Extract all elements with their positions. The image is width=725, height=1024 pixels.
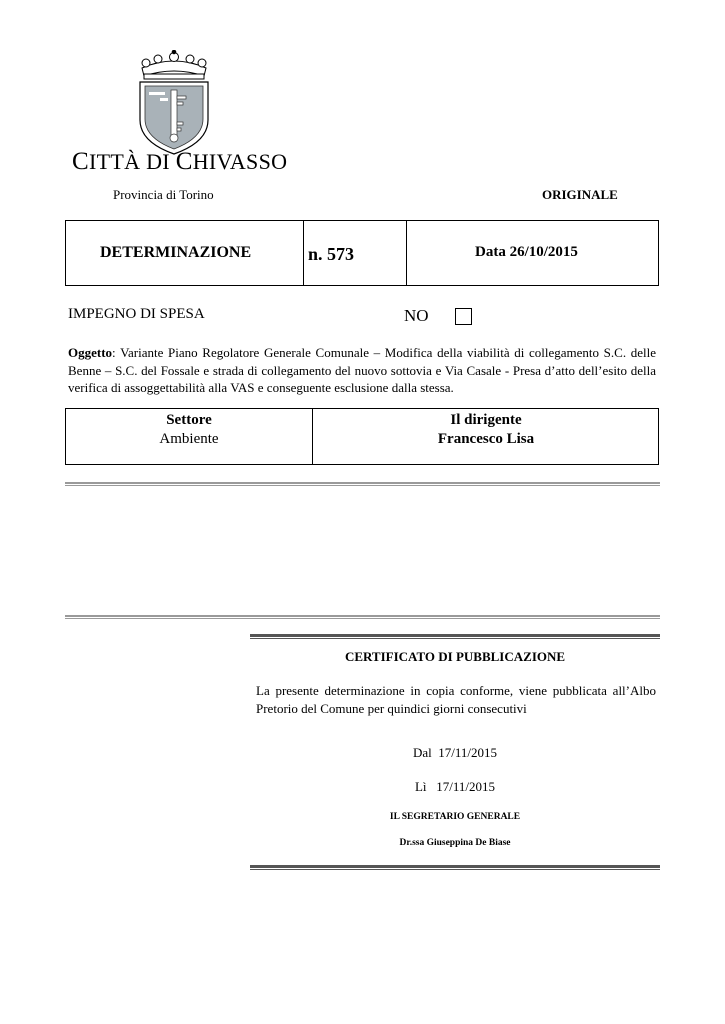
dirigente-label: Il dirigente <box>450 412 522 428</box>
segretario-name: Dr.ssa Giuseppina De Biase <box>399 838 511 848</box>
oggetto-label: Oggetto <box>68 345 113 360</box>
segretario-title: IL SEGRETARIO GENERALE <box>389 812 521 822</box>
certificate-top-rule <box>250 634 660 639</box>
determinazione-date: Data 26/10/2015 <box>475 244 578 260</box>
impegno-value: NO <box>404 306 429 325</box>
certificate-title: CERTIFICATO DI PUBBLICAZIONE <box>344 649 566 664</box>
determinazione-table <box>65 220 659 286</box>
certificate-text: La presente determinazione in copia conforme, viene pubblicata all’Albo Pretorio del Comune per quindici giorni consecutivi <box>256 683 656 716</box>
oggetto-text: : Variante Piano Regolatore Generale Comunale – Modifica della viabilità di collegamento S.C. delle Benne – S.C. del Fossale e strada di collegamento del nuovo sottovia e Via Casale - Presa d’atto dell’esito della verifica di assoggettabilità alla VAS e conseguente esclusione dalla stessa. <box>68 345 656 395</box>
settore-value: Ambiente <box>159 431 219 447</box>
number-cell <box>303 221 407 285</box>
settore-table <box>65 408 659 465</box>
dirigente-name: Francesco Lisa <box>437 431 535 447</box>
certificate-bottom-rule <box>250 865 660 870</box>
impegno-checkbox[interactable] <box>455 308 472 325</box>
determinazione-number: n. 573 <box>308 244 355 264</box>
city-title: CITTÀ DI CHIVASSO <box>72 148 288 175</box>
publication-issue-date: Lì 17/11/2015 <box>414 779 496 794</box>
dirigente-cell <box>313 409 659 464</box>
divider-rule <box>65 482 660 486</box>
settore-cell <box>66 409 313 464</box>
provincia-label: Provincia di Torino <box>113 187 214 202</box>
determinazione-label: DETERMINAZIONE <box>100 244 252 261</box>
divider-rule <box>65 615 660 619</box>
originale-label: ORIGINALE <box>542 187 618 202</box>
settore-label: Settore <box>166 412 212 428</box>
impegno-label: IMPEGNO DI SPESA <box>68 306 205 322</box>
publication-start-date: Dal 17/11/2015 <box>412 745 497 760</box>
city-crest-logo <box>134 50 214 156</box>
oggetto-paragraph <box>68 344 656 397</box>
date-cell <box>407 221 660 285</box>
determinazione-cell <box>66 221 304 285</box>
crown-icon <box>142 50 206 79</box>
